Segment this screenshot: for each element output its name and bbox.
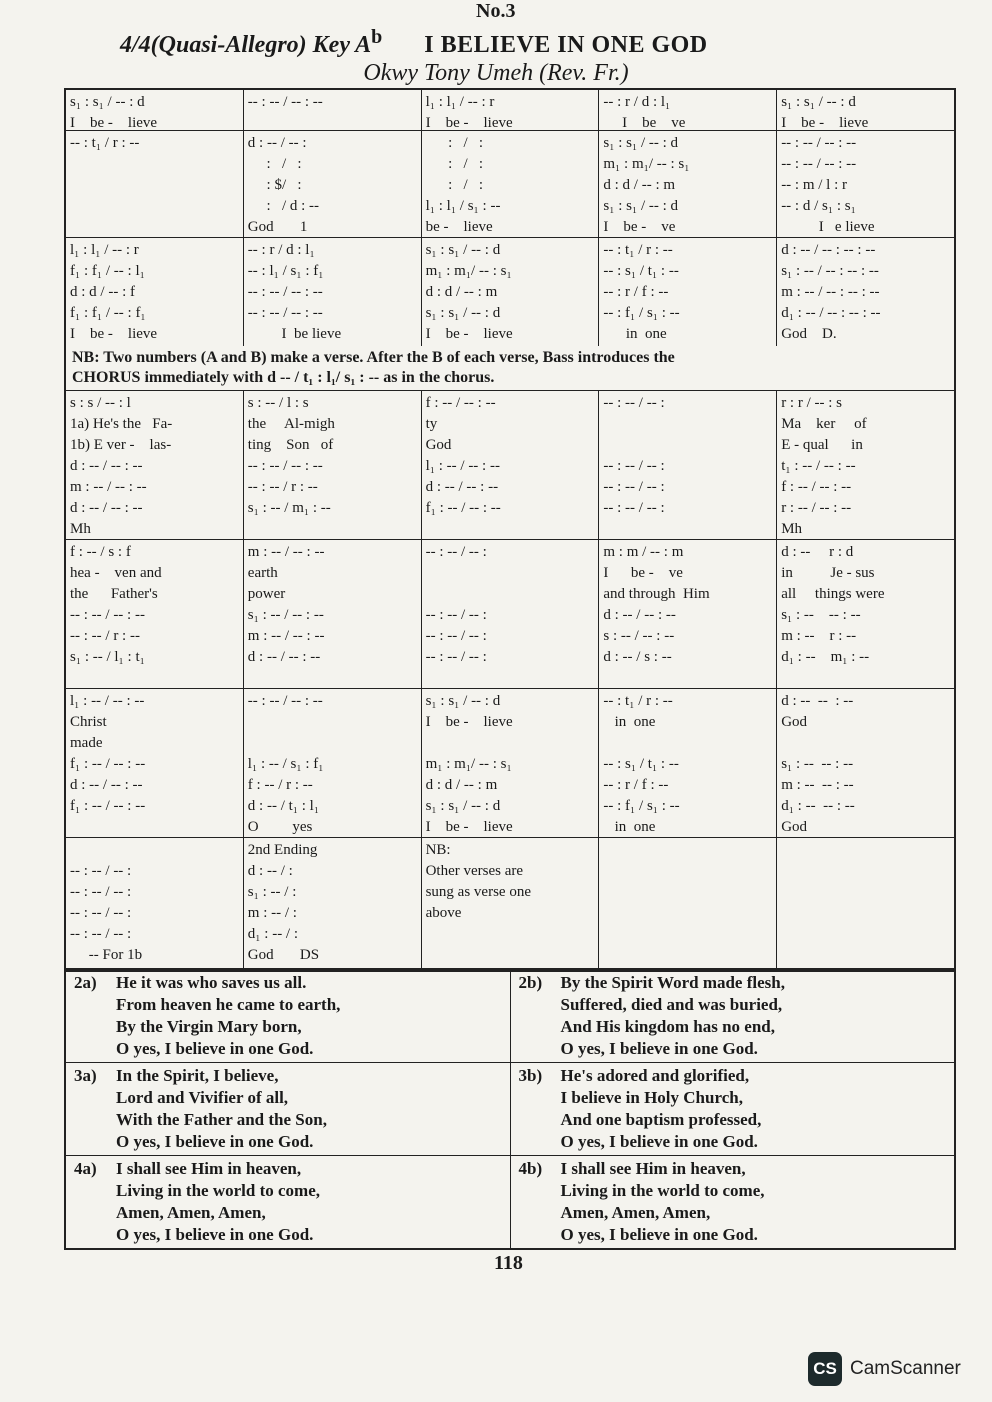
score-line: d₁ : -- / -- : -- : --: [781, 305, 881, 321]
score-line: [781, 733, 950, 754]
verse-left: [66, 1156, 511, 1248]
score-line: f : -- / s : f: [70, 544, 131, 560]
score-line: earth: [247, 565, 278, 581]
score-line: -- : r / f : --: [603, 777, 669, 793]
verse-lines: [116, 1065, 327, 1153]
score-line: f : -- / -- : --: [425, 395, 496, 411]
score-line: [426, 733, 595, 754]
score-line: Christ: [70, 714, 107, 730]
score-line: l₁ : l₁ / -- : r: [70, 242, 139, 258]
score-line: I be - lieve: [425, 714, 513, 730]
score-line: -- : -- / -- : --: [247, 458, 323, 474]
time-key-signature: 4/4(Quasi-Allegro) Key A: [120, 32, 372, 58]
score-line: -- : -- / -- :: [70, 926, 132, 942]
score-line: [781, 840, 950, 861]
score-cell: [244, 238, 422, 346]
verse-number: 3a): [74, 1066, 97, 1085]
score-line: NB:: [425, 842, 451, 858]
score-cell: [66, 131, 244, 237]
verse-line: I shall see Him in heaven,: [116, 1159, 302, 1178]
score-cell: [66, 238, 244, 346]
score-cell: [422, 238, 600, 346]
score-line: [603, 733, 772, 754]
score-line: -- : -- / -- : --: [247, 305, 323, 321]
score-line: d₁ : -- m₁ : --: [781, 649, 870, 665]
score-line: d₁ : -- -- : --: [781, 798, 855, 814]
verse-right: [511, 1156, 955, 1248]
score-line: ty: [425, 416, 438, 432]
camscanner-logo: CS: [808, 1352, 842, 1386]
score-cell: [777, 838, 954, 970]
score-line: s₁ : s₁ / -- : d: [425, 242, 501, 258]
score-line: I be - lieve: [425, 115, 513, 130]
score-row: [66, 689, 954, 838]
score-cell: [422, 391, 600, 539]
score-line: -- : -- / -- :: [425, 628, 487, 644]
score-line: [70, 154, 239, 175]
score-line: -- : -- / -- : --: [781, 135, 857, 151]
score-line: God DS: [247, 947, 320, 963]
score-line: -- : -- / -- :: [70, 905, 132, 921]
score-line: [426, 563, 595, 584]
score-line: r : -- / -- : --: [781, 500, 852, 516]
score-line: -- : t₁ / r : --: [70, 135, 140, 151]
verse-line: Living in the world to come,: [560, 1181, 765, 1200]
score-line: s₁ : s₁ / -- : d: [603, 135, 679, 151]
score-cell: [66, 90, 244, 130]
score-line: : / d : --: [247, 198, 320, 214]
verse-line: Lord and Vivifier of all,: [116, 1088, 289, 1107]
score-line: 1b) E ver - las-: [70, 437, 172, 453]
score-line: r : r / -- : s: [781, 395, 843, 411]
score-line: I be - lieve: [425, 326, 513, 342]
verse-line: O yes, I believe in one God.: [116, 1039, 314, 1058]
score-line: s₁ : -- -- : --: [781, 607, 861, 623]
score-cell: [599, 131, 777, 237]
score-line: -- : s₁ / t₁ : --: [603, 263, 679, 279]
verse-row: [66, 1063, 954, 1156]
score-cell: [599, 689, 777, 837]
score-row: [66, 540, 954, 689]
score-cell: [244, 838, 422, 970]
score-line: [603, 435, 772, 456]
score-line: -- : -- / -- :: [70, 863, 132, 879]
score-line: m : -- / -- : -- : --: [781, 284, 880, 300]
composer: Okwy Tony Umeh (Rev. Fr.): [363, 60, 629, 86]
score-cell: [244, 131, 422, 237]
verse-line: By the Virgin Mary born,: [116, 1017, 302, 1036]
score-line: -- : -- / -- : --: [70, 607, 145, 623]
score-line: God: [781, 819, 808, 835]
score-line: f₁ : f₁ / -- : f₁: [70, 305, 146, 321]
score-cell: [777, 90, 954, 130]
verse-lines: [116, 972, 340, 1060]
score-line: I be - lieve: [70, 115, 158, 130]
score-line: God: [781, 714, 808, 730]
score-line: d : d / -- : m: [425, 284, 498, 300]
score-line: -- : r / f : --: [603, 284, 669, 300]
verse-lines: [561, 972, 785, 1060]
verse-line: O yes, I believe in one God.: [116, 1225, 314, 1244]
score-line: [248, 733, 417, 754]
score-line: -- : -- / -- : --: [247, 693, 323, 709]
score-line: : / :: [425, 156, 484, 172]
verse-line: Suffered, died and was buried,: [560, 995, 783, 1014]
score-line: God: [425, 437, 452, 453]
score-line: d : -- / -- : --: [70, 500, 143, 516]
score-line: 2nd Ending: [247, 842, 318, 858]
score-line: m : -- / :: [247, 905, 297, 921]
score-line: -- : f₁ / s₁ : --: [603, 305, 680, 321]
score-line: f : -- / -- : --: [781, 479, 852, 495]
score-cell: [599, 391, 777, 539]
score-cell: [244, 540, 422, 688]
score-cell: [777, 131, 954, 237]
score-line: -- For 1b: [70, 947, 143, 963]
score-table: [64, 88, 956, 972]
verse-line: I shall see Him in heaven,: [560, 1159, 746, 1178]
score-cell: [244, 391, 422, 539]
score-cell: [777, 391, 954, 539]
score-line: God 1: [247, 219, 308, 235]
score-line: m : m / -- : m: [603, 544, 684, 560]
score-line: -- : m / l : r: [781, 177, 848, 193]
score-line: s₁ : s₁ / -- : d: [425, 305, 501, 321]
score-line: f₁ : -- / -- : --: [70, 756, 146, 772]
verse-right: [511, 970, 955, 1062]
score-cell: [422, 838, 600, 970]
score-line: above: [425, 905, 462, 921]
score-line: I be - lieve: [70, 326, 158, 342]
score-cell: [422, 131, 600, 237]
score-line: the Father's: [70, 586, 158, 602]
nb-line-2: CHORUS immediately with d -- / t₁ : l₁/ s₁ : -- as in the chorus.: [72, 369, 495, 386]
score-line: s₁ : s₁ / -- : d: [425, 798, 501, 814]
score-line: all things were: [781, 586, 885, 602]
score-line: s₁ : -- -- : --: [781, 756, 854, 772]
score-line: -- : r / d : l₁: [603, 94, 671, 110]
score-cell: [66, 838, 244, 970]
score-line: ting Son of: [247, 437, 334, 453]
score-cell: [244, 90, 422, 130]
score-line: I be ve: [603, 115, 686, 130]
score-line: O yes: [247, 819, 313, 835]
score-cell: [66, 689, 244, 837]
score-line: -- : f₁ / s₁ : --: [603, 798, 680, 814]
score-line: s : s / -- : l: [70, 395, 131, 411]
score-row: [66, 838, 954, 970]
verse-line: He's adored and glorified,: [560, 1066, 750, 1085]
score-line: Ma ker of: [781, 416, 867, 432]
score-line: s : -- / -- : --: [603, 628, 675, 644]
score-cell: [777, 540, 954, 688]
verse-line: And one baptism professed,: [560, 1110, 762, 1129]
score-line: m : -- -- : --: [781, 777, 854, 793]
score-line: d : d / -- : m: [603, 177, 676, 193]
verse-line: O yes, I believe in one God.: [560, 1225, 758, 1244]
score-line: d : -- / -- : --: [247, 649, 321, 665]
score-line: I e lieve: [781, 219, 875, 235]
score-line: -- : l₁ / s₁ : f₁: [247, 263, 324, 279]
score-line: d : -- / -- : --: [70, 458, 143, 474]
score-line: E - qual in: [781, 437, 863, 453]
score-line: s₁ : s₁ / -- : d: [70, 94, 145, 110]
score-line: d : -- / t₁ : l₁: [247, 798, 320, 814]
score-line: -- : -- / -- :: [603, 479, 665, 495]
verse-line: He it was who saves us all.: [116, 973, 307, 992]
score-line: -- : r / d : l₁: [247, 242, 315, 258]
score-line: d : -- / -- : --: [425, 479, 499, 495]
score-line: power: [247, 586, 286, 602]
score-line: Other verses are: [425, 863, 524, 879]
score-line: be - lieve: [425, 219, 493, 235]
score-line: -- : -- / -- :: [425, 544, 487, 560]
song-title: I BELIEVE IN ONE GOD: [424, 32, 708, 58]
score-line: : / :: [425, 177, 484, 193]
score-cell: [422, 540, 600, 688]
score-line: made: [70, 735, 103, 751]
score-line: m : -- r : --: [781, 628, 857, 644]
score-row: [66, 238, 954, 346]
score-line: hea - ven and: [70, 565, 162, 581]
score-line: -- : -- / -- : --: [247, 284, 323, 300]
score-line: Mh: [70, 521, 91, 537]
score-line: Mh: [781, 521, 803, 537]
score-line: [70, 196, 239, 217]
verse-line: O yes, I believe in one God.: [116, 1132, 314, 1151]
score-line: d : -- / -- : --: [70, 777, 143, 793]
score-cell: [777, 689, 954, 837]
score-line: and through Him: [603, 586, 710, 602]
score-line: l₁ : -- / -- : --: [425, 458, 500, 474]
score-line: -- : d / s₁ : s₁: [781, 198, 856, 214]
score-line: m₁ : m₁/ -- : s₁: [603, 156, 690, 172]
score-line: s₁ : -- / m₁ : --: [247, 500, 331, 516]
score-cell: [422, 90, 600, 130]
score-line: sung as verse one: [425, 884, 531, 900]
score-line: [70, 840, 239, 861]
verse-line: I believe in Holy Church,: [560, 1088, 743, 1107]
verse-line: O yes, I believe in one God.: [560, 1132, 758, 1151]
score-line: l₁ : -- / s₁ : f₁: [247, 756, 324, 772]
score-rows-bottom: [66, 391, 954, 970]
score-line: s : -- / l : s: [247, 395, 309, 411]
score-cell: [777, 238, 954, 346]
verse-number: 3b): [518, 1066, 543, 1085]
score-line: d : -- / s : --: [603, 649, 672, 665]
verse-number: 2b): [518, 973, 543, 992]
verse-number: 2a): [74, 973, 97, 992]
score-line: s₁ : -- / -- : --: [247, 607, 324, 623]
verse-line: O yes, I believe in one God.: [560, 1039, 758, 1058]
score-line: in one: [603, 819, 656, 835]
score-line: m₁ : m₁/ -- : s₁: [425, 263, 512, 279]
score-line: d : d / -- : m: [425, 777, 498, 793]
verse-line: By the Spirit Word made flesh,: [560, 973, 785, 992]
score-line: s₁ : -- / l₁ : t₁: [70, 649, 145, 665]
score-line: d : -- r : d: [781, 544, 854, 560]
score-cell: [599, 838, 777, 970]
score-line: -- : -- / -- :: [425, 649, 487, 665]
verse-lines: [561, 1065, 762, 1153]
score-line: I be lieve: [247, 326, 342, 342]
score-line: I be - ve: [603, 219, 676, 235]
verse-line: And His kingdom has no end,: [560, 1017, 775, 1036]
score-row: [66, 90, 954, 131]
verse-right: [511, 1063, 955, 1155]
score-line: in one: [603, 326, 667, 342]
score-line: God D.: [781, 326, 837, 342]
score-line: [248, 712, 417, 733]
score-line: I be - ve: [603, 565, 683, 581]
score-rows-top: [66, 90, 954, 346]
verse-line: Amen, Amen, Amen,: [560, 1203, 711, 1222]
score-cell: [66, 540, 244, 688]
verse-row: [66, 1156, 954, 1248]
score-line: -- : t₁ / r : --: [603, 693, 673, 709]
score-row: [66, 131, 954, 238]
camscanner-watermark: [808, 1352, 961, 1386]
score-cell: [66, 391, 244, 539]
score-row: [66, 391, 954, 540]
score-line: t₁ : -- / -- : --: [781, 458, 856, 474]
score-line: l₁ : l₁ / s₁ : --: [425, 198, 501, 214]
score-line: d : -- / :: [247, 863, 293, 879]
verses-table: [64, 968, 956, 1250]
verse-number: 4b): [518, 1159, 543, 1178]
score-line: l₁ : l₁ / -- : r: [425, 94, 495, 110]
verse-number: 4a): [74, 1159, 97, 1178]
score-line: l₁ : -- / -- : --: [70, 693, 145, 709]
score-line: the Al-migh: [247, 416, 335, 432]
score-line: s₁ : s₁ / -- : d: [603, 198, 679, 214]
verse-line: From heaven he came to earth,: [116, 995, 341, 1014]
score-line: f₁ : f₁ / -- : l₁: [70, 263, 145, 279]
score-line: d : -- / -- :: [247, 135, 307, 151]
verse-line: Living in the world to come,: [116, 1181, 320, 1200]
score-cell: [599, 540, 777, 688]
hymn-number: No.3: [476, 0, 516, 22]
score-line: -- : -- / -- :: [603, 500, 665, 516]
score-cell: [599, 238, 777, 346]
verse-line: Amen, Amen, Amen,: [116, 1203, 266, 1222]
title-row: [120, 26, 900, 59]
score-line: s₁ : s₁ / -- : d: [425, 693, 501, 709]
score-line: m₁ : m₁/ -- : s₁: [425, 756, 512, 772]
score-cell: [422, 689, 600, 837]
score-line: -- : -- / -- :: [70, 884, 132, 900]
score-line: -- : -- / -- : --: [247, 94, 323, 110]
score-line: m : -- / -- : --: [247, 544, 325, 560]
score-line: : / :: [247, 156, 302, 172]
score-line: -- : -- / r : --: [70, 628, 140, 644]
score-line: in Je - sus: [781, 565, 875, 581]
nb-line-1: NB: Two numbers (A and B) make a verse. After the B of each verse, Bass introduces the: [72, 349, 675, 366]
key-flat: b: [371, 26, 383, 48]
score-line: f₁ : -- / -- : --: [70, 798, 146, 814]
score-line: s₁ : s₁ / -- : d: [781, 94, 856, 110]
score-line: -- : s₁ / t₁ : --: [603, 756, 679, 772]
score-line: [603, 414, 772, 435]
score-line: s₁ : -- / :: [247, 884, 297, 900]
verse-line: In the Spirit, I believe,: [116, 1066, 279, 1085]
score-line: : / :: [425, 135, 484, 151]
score-line: in one: [603, 714, 656, 730]
verse-line: With the Father and the Son,: [116, 1110, 327, 1129]
score-line: I be - lieve: [425, 819, 513, 835]
score-line: d : d / -- : f: [70, 284, 135, 300]
score-line: m : -- / -- : --: [70, 479, 147, 495]
score-line: 1a) He's the Fa-: [70, 416, 173, 432]
score-line: d : -- / -- : --: [603, 607, 676, 623]
score-line: : $/ :: [247, 177, 302, 193]
score-line: [70, 175, 239, 196]
camscanner-name: CamScanner: [850, 1358, 961, 1379]
verse-row: [66, 970, 954, 1063]
score-line: [603, 840, 772, 861]
score-line: m : -- / -- : --: [247, 628, 325, 644]
score-line: f : -- / r : --: [247, 777, 313, 793]
score-line: -- : -- / -- :: [425, 607, 487, 623]
verse-left: [66, 970, 511, 1062]
verse-lines: [116, 1158, 320, 1246]
score-line: [426, 584, 595, 605]
score-line: d : -- -- : --: [781, 693, 854, 709]
score-line: -- : t₁ / r : --: [603, 242, 673, 258]
verse-left: [66, 1063, 511, 1155]
score-line: d₁ : -- / :: [247, 926, 299, 942]
score-cell: [599, 90, 777, 130]
page-number: 118: [494, 1252, 523, 1274]
score-line: I be - lieve: [781, 115, 869, 130]
score-line: s₁ : -- / -- : -- : --: [781, 263, 879, 279]
score-line: d : -- / -- : -- : --: [781, 242, 876, 258]
score-line: -- : -- / -- : --: [781, 156, 857, 172]
score-line: [70, 217, 239, 237]
verse-lines: [561, 1158, 765, 1246]
score-line: -- : -- / -- :: [603, 395, 665, 411]
score-line: -- : -- / -- :: [603, 458, 665, 474]
score-cell: [244, 689, 422, 837]
nb-note: [66, 346, 954, 391]
score-line: -- : -- / r : --: [247, 479, 318, 495]
score-line: f₁ : -- / -- : --: [425, 500, 501, 516]
